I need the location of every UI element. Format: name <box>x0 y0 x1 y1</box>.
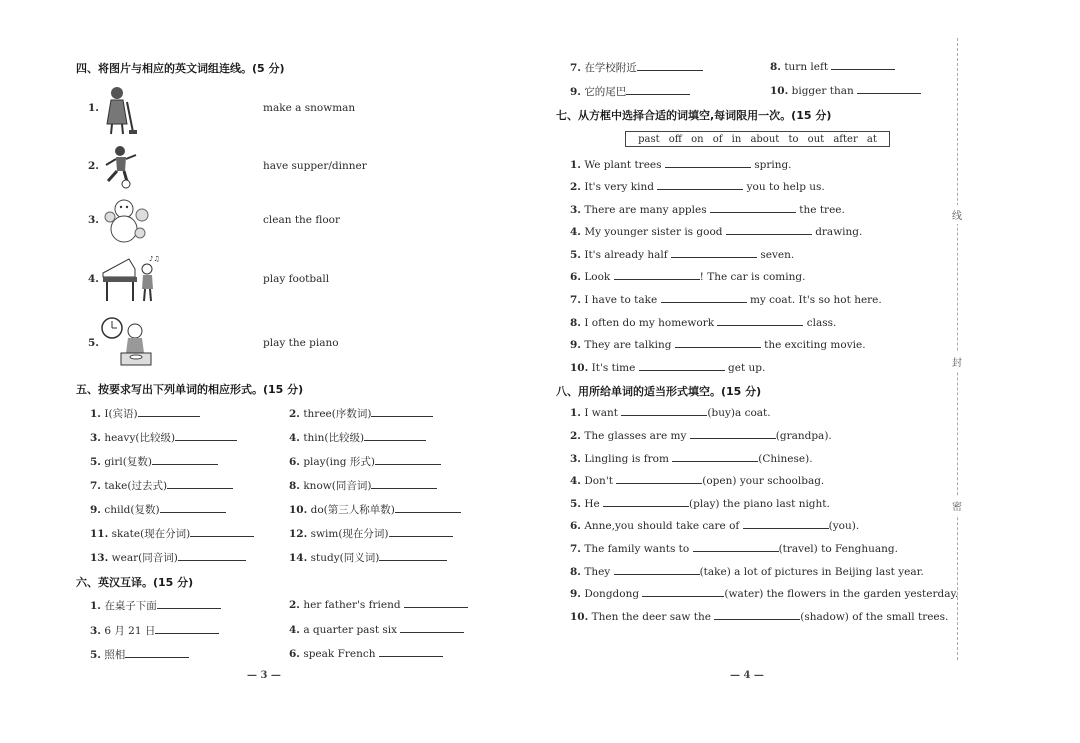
answer-blank[interactable] <box>400 623 464 633</box>
picture-number-3: 3. <box>88 214 99 226</box>
item-text-after: drawing. <box>815 226 863 238</box>
sec5-item <box>289 406 433 421</box>
section-4-title: 四、将图片与相应的英文词组连线。(5 分) <box>76 62 285 75</box>
sec6-item <box>90 623 219 638</box>
item-number: 4. <box>289 624 300 636</box>
item-number: 8. <box>570 317 581 329</box>
item-text-before: Lingling is from <box>584 453 669 465</box>
item-number: 8. <box>770 61 781 73</box>
item-number: 10. <box>770 85 789 97</box>
sec8-item <box>570 474 824 487</box>
item-number: 5. <box>570 498 581 510</box>
sec6-item <box>289 623 464 636</box>
item-number: 5. <box>90 649 101 661</box>
answer-blank[interactable] <box>614 270 700 280</box>
item-prompt: skate(现在分词) <box>111 528 191 540</box>
item-number: 4. <box>570 226 581 238</box>
answer-blank[interactable] <box>125 648 189 658</box>
item-text-after: (shadow) of the small trees. <box>800 611 949 623</box>
answer-blank[interactable] <box>672 452 758 462</box>
item-text-after: (you). <box>828 520 860 532</box>
answer-blank[interactable] <box>661 293 747 303</box>
item-text-after: (take) a lot of pictures in Beijing last year. <box>699 566 924 578</box>
answer-blank[interactable] <box>642 587 724 597</box>
binding-char-secret: 密 <box>952 496 962 515</box>
item-prompt: 在学校附近 <box>584 62 637 74</box>
sec6-item <box>570 84 690 99</box>
item-text-after: my coat. It's so hot here. <box>749 294 882 306</box>
answer-blank[interactable] <box>690 429 776 439</box>
phrase-4: play football <box>263 273 330 285</box>
sec8-item <box>570 452 813 465</box>
girl-sweeping-picture <box>97 84 139 140</box>
item-number: 7. <box>90 480 101 492</box>
sec7-item <box>570 203 845 216</box>
item-text-before: Dongdong <box>584 588 640 600</box>
item-text-after: (open) your schoolbag. <box>702 475 825 487</box>
sec7-item <box>570 293 882 306</box>
picture-number-4: 4. <box>88 273 99 285</box>
answer-blank[interactable] <box>637 61 703 71</box>
item-text-before: They <box>584 566 611 578</box>
answer-blank[interactable] <box>626 85 690 95</box>
item-prompt: swim(现在分词) <box>310 528 389 540</box>
item-number: 5. <box>90 456 101 468</box>
picture-number-2: 2. <box>88 160 99 172</box>
item-number: 3. <box>90 432 101 444</box>
item-number: 1. <box>90 600 101 612</box>
item-text-before: We plant trees <box>584 159 662 171</box>
page-number-left: — 3 — <box>247 670 281 681</box>
answer-blank[interactable] <box>717 316 803 326</box>
item-number: 2. <box>289 408 300 420</box>
answer-blank[interactable] <box>379 551 447 561</box>
item-text-after: ! The car is coming. <box>699 271 806 283</box>
answer-blank[interactable] <box>138 407 200 417</box>
answer-blank[interactable] <box>714 610 800 620</box>
item-prompt: a quarter past six <box>303 624 398 636</box>
item-number: 8. <box>570 566 581 578</box>
sec7-item <box>570 361 765 374</box>
item-text-after: spring. <box>754 159 792 171</box>
sec7-item <box>570 270 805 283</box>
item-number: 4. <box>570 475 581 487</box>
item-text-before: It's time <box>591 362 636 374</box>
item-number: 3. <box>570 453 581 465</box>
word-box: past off on of in about to out after at <box>625 131 890 147</box>
sec8-item <box>570 429 832 442</box>
sec5-item <box>289 478 437 493</box>
item-number: 6. <box>289 456 300 468</box>
item-text-after: the tree. <box>799 204 845 216</box>
item-number: 6. <box>570 271 581 283</box>
sec8-item <box>570 542 898 555</box>
answer-blank[interactable] <box>371 479 437 489</box>
answer-blank[interactable] <box>857 84 921 94</box>
item-prompt: do(第三人称单数) <box>310 504 395 516</box>
answer-blank[interactable] <box>726 225 812 235</box>
sec8-item <box>570 497 830 510</box>
item-text-before: My younger sister is good <box>584 226 723 238</box>
sec7-item <box>570 338 866 351</box>
item-number: 6. <box>570 520 581 532</box>
item-text-before: He <box>584 498 600 510</box>
sec5-item <box>90 526 254 541</box>
sec5-item <box>90 478 233 493</box>
answer-blank[interactable] <box>371 407 433 417</box>
item-text-after: get up. <box>728 362 766 374</box>
item-number: 3. <box>90 625 101 637</box>
item-text-before: I want <box>584 407 619 419</box>
sec5-item <box>90 454 218 469</box>
item-prompt: three(序数词) <box>303 408 372 420</box>
item-number: 10. <box>570 611 589 623</box>
answer-blank[interactable] <box>157 599 221 609</box>
item-number: 5. <box>570 249 581 261</box>
item-prompt: 照相 <box>104 649 126 661</box>
answer-blank[interactable] <box>178 551 246 561</box>
sec5-item <box>289 526 453 541</box>
item-prompt: wear(同音词) <box>111 552 178 564</box>
item-prompt: girl(复数) <box>104 456 152 468</box>
sec7-item <box>570 180 825 193</box>
item-number: 12. <box>289 528 308 540</box>
binding-char-line: 线 <box>952 205 962 224</box>
sec6-item <box>770 84 921 97</box>
item-prompt: speak French <box>303 648 376 660</box>
sec8-item <box>570 406 771 419</box>
sec6-item <box>90 598 221 613</box>
item-number: 11. <box>90 528 109 540</box>
picture-number-1: 1. <box>88 102 99 114</box>
item-text-before: They are talking <box>584 339 672 351</box>
answer-blank[interactable] <box>675 338 761 348</box>
sec7-item <box>570 248 794 261</box>
answer-blank[interactable] <box>657 180 743 190</box>
item-number: 10. <box>570 362 589 374</box>
item-prompt: 6 月 21 日 <box>104 625 156 637</box>
sec5-item <box>90 502 226 517</box>
snowman-picture <box>102 197 150 247</box>
clock-and-dinner-picture <box>101 317 157 371</box>
answer-blank[interactable] <box>621 406 707 416</box>
item-text-before: There are many apples <box>584 204 707 216</box>
item-number: 1. <box>90 408 101 420</box>
item-number: 9. <box>570 86 581 98</box>
item-text-after: you to help us. <box>746 181 825 193</box>
item-text-after: (play) the piano last night. <box>689 498 830 510</box>
sec8-item <box>570 610 948 623</box>
item-number: 13. <box>90 552 109 564</box>
answer-blank[interactable] <box>375 455 441 465</box>
item-text-before: The family wants to <box>584 543 690 555</box>
answer-blank[interactable] <box>364 431 426 441</box>
sec7-item <box>570 316 836 329</box>
boy-kicking-ball-picture <box>98 145 140 193</box>
answer-blank[interactable] <box>671 248 757 258</box>
item-number: 3. <box>570 204 581 216</box>
answer-blank[interactable] <box>155 624 219 634</box>
answer-blank[interactable] <box>693 542 779 552</box>
sec6-item <box>289 647 443 660</box>
item-text-after: (buy)a coat. <box>707 407 771 419</box>
section-8-title: 八、用所给单词的适当形式填空。(15 分) <box>556 385 762 398</box>
item-prompt: I(宾语) <box>104 408 138 420</box>
answer-blank[interactable] <box>404 598 468 608</box>
item-prompt: bigger than <box>791 85 854 97</box>
item-prompt: heavy(比较级) <box>104 432 176 444</box>
item-number: 10. <box>289 504 308 516</box>
answer-blank[interactable] <box>395 503 461 513</box>
sec5-item <box>90 430 237 445</box>
phrase-3: clean the floor <box>263 214 341 226</box>
item-text-before: Anne,you should take care of <box>584 520 740 532</box>
item-text-after: the exciting movie. <box>764 339 866 351</box>
sec5-item <box>289 502 461 517</box>
item-text-after: (water) the flowers in the garden yesterday. <box>724 588 959 600</box>
sec7-item <box>570 225 862 238</box>
answer-blank[interactable] <box>614 565 700 575</box>
sec6-item <box>770 60 895 73</box>
sec5-item <box>289 454 441 469</box>
sec5-item <box>90 550 246 565</box>
answer-blank[interactable] <box>603 497 689 507</box>
sec6-item <box>570 60 703 75</box>
phrase-1: make a snowman <box>263 102 356 114</box>
item-number: 4. <box>289 432 300 444</box>
item-prompt: thin(比较级) <box>303 432 365 444</box>
item-number: 9. <box>90 504 101 516</box>
answer-blank[interactable] <box>639 361 725 371</box>
sec5-item <box>289 430 426 445</box>
item-text-after: seven. <box>760 249 795 261</box>
answer-blank[interactable] <box>167 479 233 489</box>
item-number: 6. <box>289 648 300 660</box>
svg-text:♪♫: ♪♫ <box>149 255 160 263</box>
answer-blank[interactable] <box>152 455 218 465</box>
item-prompt: her father's friend <box>303 599 401 611</box>
item-prompt: 在桌子下面 <box>104 600 157 612</box>
item-text-before: It's already half <box>584 249 668 261</box>
sec6-item <box>289 598 468 611</box>
answer-blank[interactable] <box>710 203 796 213</box>
item-text-before: Then the deer saw the <box>591 611 711 623</box>
answer-blank[interactable] <box>160 503 226 513</box>
item-prompt: know(同音词) <box>303 480 372 492</box>
item-text-before: I have to take <box>584 294 658 306</box>
sec6-item <box>90 647 189 662</box>
item-number: 7. <box>570 294 581 306</box>
item-text-before: Look <box>584 271 611 283</box>
item-number: 1. <box>570 407 581 419</box>
section-6-title: 六、英汉互译。(15 分) <box>76 576 194 589</box>
item-text-after: (Chinese). <box>758 453 813 465</box>
item-prompt: play(ing 形式) <box>303 456 375 468</box>
item-number: 2. <box>289 599 300 611</box>
item-number: 8. <box>289 480 300 492</box>
answer-blank[interactable] <box>389 527 453 537</box>
item-number: 1. <box>570 159 581 171</box>
item-prompt: 它的尾巴 <box>584 86 627 98</box>
item-text-after: (grandpa). <box>775 430 832 442</box>
answer-blank[interactable] <box>831 60 895 70</box>
item-prompt: child(复数) <box>104 504 160 516</box>
item-prompt: study(同义词) <box>310 552 380 564</box>
sec7-item <box>570 158 792 171</box>
item-text-before: The glasses are my <box>584 430 687 442</box>
item-number: 2. <box>570 181 581 193</box>
phrase-5: play the piano <box>263 337 339 349</box>
item-text-after: class. <box>806 317 837 329</box>
section-7-title: 七、从方框中选择合适的词填空,每词限用一次。(15 分) <box>556 109 832 122</box>
binding-line <box>957 38 958 660</box>
phrase-2: have supper/dinner <box>263 160 367 172</box>
page-number-right: — 4 — <box>730 670 764 681</box>
item-text-before: Don't <box>584 475 613 487</box>
item-number: 9. <box>570 339 581 351</box>
answer-blank[interactable] <box>743 519 829 529</box>
item-text-before: It's very kind <box>584 181 654 193</box>
sec8-item <box>570 565 924 578</box>
item-text-after: (travel) to Fenghuang. <box>778 543 898 555</box>
answer-blank[interactable] <box>379 647 443 657</box>
sec8-item <box>570 587 958 600</box>
answer-blank[interactable] <box>665 158 751 168</box>
section-5-title: 五、按要求写出下列单词的相应形式。(15 分) <box>76 383 304 396</box>
binding-char-seal: 封 <box>952 352 962 371</box>
sec5-item <box>90 406 200 421</box>
sec8-item <box>570 519 859 532</box>
item-number: 14. <box>289 552 308 564</box>
item-number: 2. <box>570 430 581 442</box>
item-number: 7. <box>570 62 581 74</box>
item-number: 9. <box>570 588 581 600</box>
answer-blank[interactable] <box>175 431 237 441</box>
item-prompt: take(过去式) <box>104 480 168 492</box>
item-text-before: I often do my homework <box>584 317 715 329</box>
picture-number-5: 5. <box>88 337 99 349</box>
sec5-item <box>289 550 447 565</box>
answer-blank[interactable] <box>190 527 254 537</box>
item-number: 7. <box>570 543 581 555</box>
item-prompt: turn left <box>784 61 829 73</box>
answer-blank[interactable] <box>616 474 702 484</box>
piano-player-picture <box>99 255 161 309</box>
